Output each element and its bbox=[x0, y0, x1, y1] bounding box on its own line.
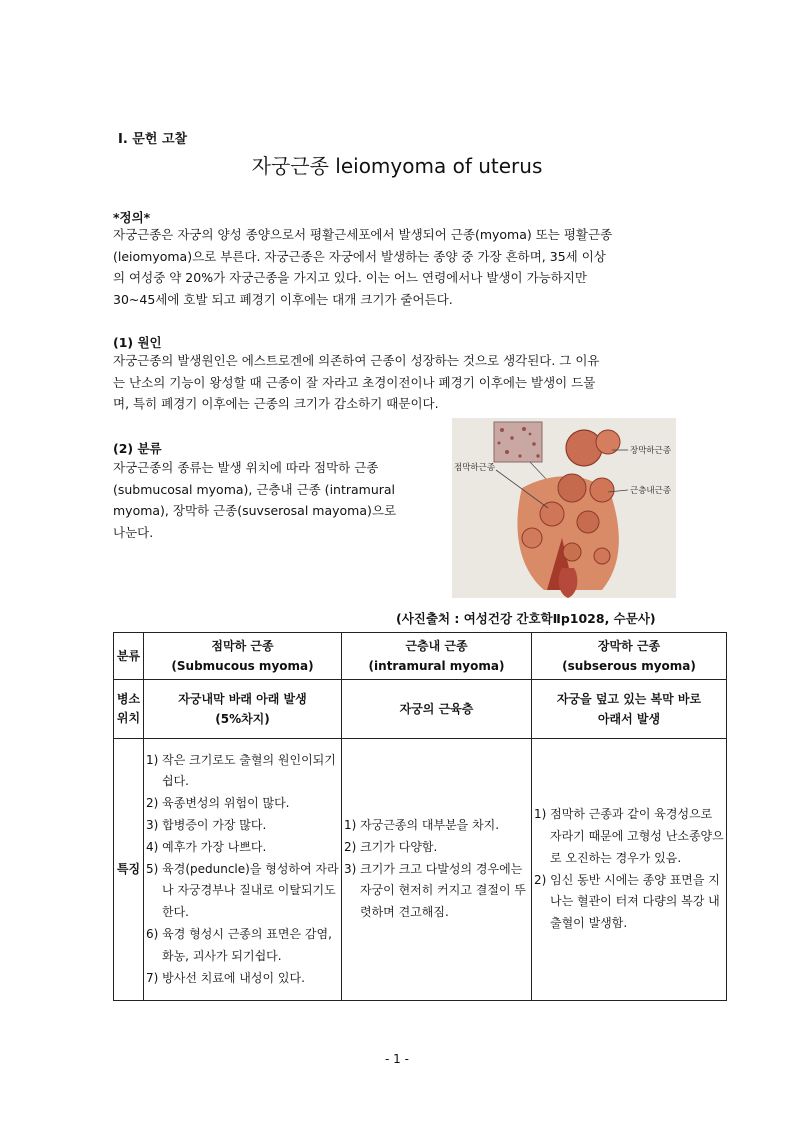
location-subserous: 자궁을 덮고 있는 복막 바로 아래서 발생 bbox=[532, 680, 727, 739]
list-item: 1) 자궁근종의 대부분을 차지. bbox=[344, 818, 500, 832]
location-label-cell: 병소 위치 bbox=[114, 680, 144, 739]
list-item: 5) 육경(peduncle)을 형성하여 자라나 자궁경부나 질내로 이탈되기도 한다. bbox=[146, 861, 339, 920]
table-row-location bbox=[114, 680, 727, 739]
features-label-cell: 특징 bbox=[114, 739, 144, 1001]
uterus-myoma-illustration bbox=[452, 418, 676, 598]
label-intramural: 근층내근종 bbox=[630, 486, 672, 496]
column-en: (intramural myoma) bbox=[368, 659, 505, 673]
cause-line: 자궁근종의 발생원인은 에스트로겐에 의존하여 근종이 성장하는 것으로 생각된다. 그 이유 bbox=[113, 353, 600, 368]
list-item: 1) 작은 크기로도 출혈의 원인이되기 쉽다. bbox=[146, 752, 336, 789]
list-item: 2) 임신 동반 시에는 종양 표면을 지나는 혈관이 터져 다량의 복강 내 출혈이 발생함. bbox=[534, 872, 720, 931]
classification-line: 자궁근종의 종류는 발생 위치에 따라 점막하 근종 bbox=[113, 460, 379, 475]
features-submucous bbox=[144, 739, 342, 1001]
document-title: 자궁근종 leiomyoma of uterus bbox=[251, 154, 543, 178]
list-item: 7) 방사선 치료에 내성이 있다. bbox=[146, 970, 305, 985]
definition-line: 30~45세에 호발 되고 폐경기 이후에는 대개 크기가 줄어든다. bbox=[113, 291, 453, 307]
figure-caption: (사진출처 : 여성건강 간호학Ⅱp1028, 수문사) bbox=[396, 611, 656, 626]
classification-line: 나눈다. bbox=[113, 524, 154, 540]
definition-paragraph bbox=[113, 224, 681, 310]
classification-line: (submucosal myoma), 근층내 근종 (intramural bbox=[113, 481, 396, 497]
features-subserous bbox=[532, 739, 727, 1001]
myoma-classification-table bbox=[113, 632, 727, 1001]
column-en: (Submucous myoma) bbox=[171, 659, 314, 673]
section-label: Ⅰ. 문헌 고찰 bbox=[118, 132, 188, 147]
header-subserous bbox=[532, 633, 727, 680]
header-submucous bbox=[144, 633, 342, 680]
list-item: 3) 크기가 크고 다발성의 경우에는 자궁이 현저히 커지고 결절이 뚜렷하며 견고해짐. bbox=[344, 861, 526, 920]
location-submucous: 자궁내막 바래 아래 발생 (5%차지) bbox=[144, 680, 342, 739]
list-item: 2) 크기가 다양함. bbox=[344, 839, 438, 854]
list-item: 1) 점막하 근종과 같이 육경성으로 자라기 때문에 고형성 난소종양으로 오진하는 경우가 있음. bbox=[534, 807, 724, 865]
classification-paragraph bbox=[113, 457, 419, 543]
list-item: 3) 합병증이 가장 많다. bbox=[146, 818, 267, 832]
page-number: - 1 - bbox=[385, 1052, 409, 1066]
header-intramural bbox=[342, 633, 532, 680]
cause-heading: (1) 원인 bbox=[113, 335, 162, 350]
features-intramural bbox=[342, 739, 532, 1001]
uterus-myoma-figure bbox=[452, 418, 676, 598]
definition-heading: *정의* bbox=[113, 210, 151, 225]
list-item: 2) 육종변성의 위험이 많다. bbox=[146, 796, 290, 811]
header-label-cell: 분류 bbox=[114, 633, 144, 680]
column-name: 장막하 근종 bbox=[597, 639, 661, 653]
classification-line: myoma), 장막하 근종(suvserosal mayoma)으로 bbox=[113, 503, 397, 518]
classification-heading: (2) 분류 bbox=[113, 441, 162, 456]
definition-line: 자궁근종은 자궁의 양성 종양으로서 평활근세포에서 발생되어 근종(myoma) 또는 평활근종 bbox=[113, 227, 613, 242]
cause-line: 며, 특히 폐경기 이후에는 근종의 크기가 감소하기 때문이다. bbox=[113, 396, 439, 411]
column-en: (subserous myoma) bbox=[562, 659, 696, 673]
cause-line: 는 난소의 기능이 왕성할 때 근종이 잘 자라고 초경이전이나 폐경기 이후에는 발생이 드물 bbox=[113, 374, 596, 390]
location-intramural: 자궁의 근육층 bbox=[342, 680, 532, 739]
label-submucosal: 점막하근종 bbox=[454, 463, 496, 473]
column-name: 점막하 근종 bbox=[211, 639, 274, 653]
list-item: 6) 육경 형성시 근종의 표면은 감염, 화농, 괴사가 되기쉽다. bbox=[146, 926, 332, 963]
cause-paragraph bbox=[113, 350, 681, 415]
list-item: 4) 예후가 가장 나쁘다. bbox=[146, 839, 267, 854]
definition-line: (leiomyoma)으로 부른다. 자궁근종은 자궁에서 발생하는 종양 중 가장 흔하며, 35세 이상 bbox=[113, 248, 606, 264]
definition-line: 의 여성중 약 20%가 자궁근종을 가지고 있다. 이는 어느 연령에서나 발생이 가능하지만 bbox=[113, 270, 587, 285]
label-subserosal: 장막하근종 bbox=[630, 446, 672, 456]
table-row-features bbox=[114, 739, 727, 1001]
column-name: 근층내 근종 bbox=[405, 639, 468, 653]
table-header-row bbox=[114, 633, 727, 680]
